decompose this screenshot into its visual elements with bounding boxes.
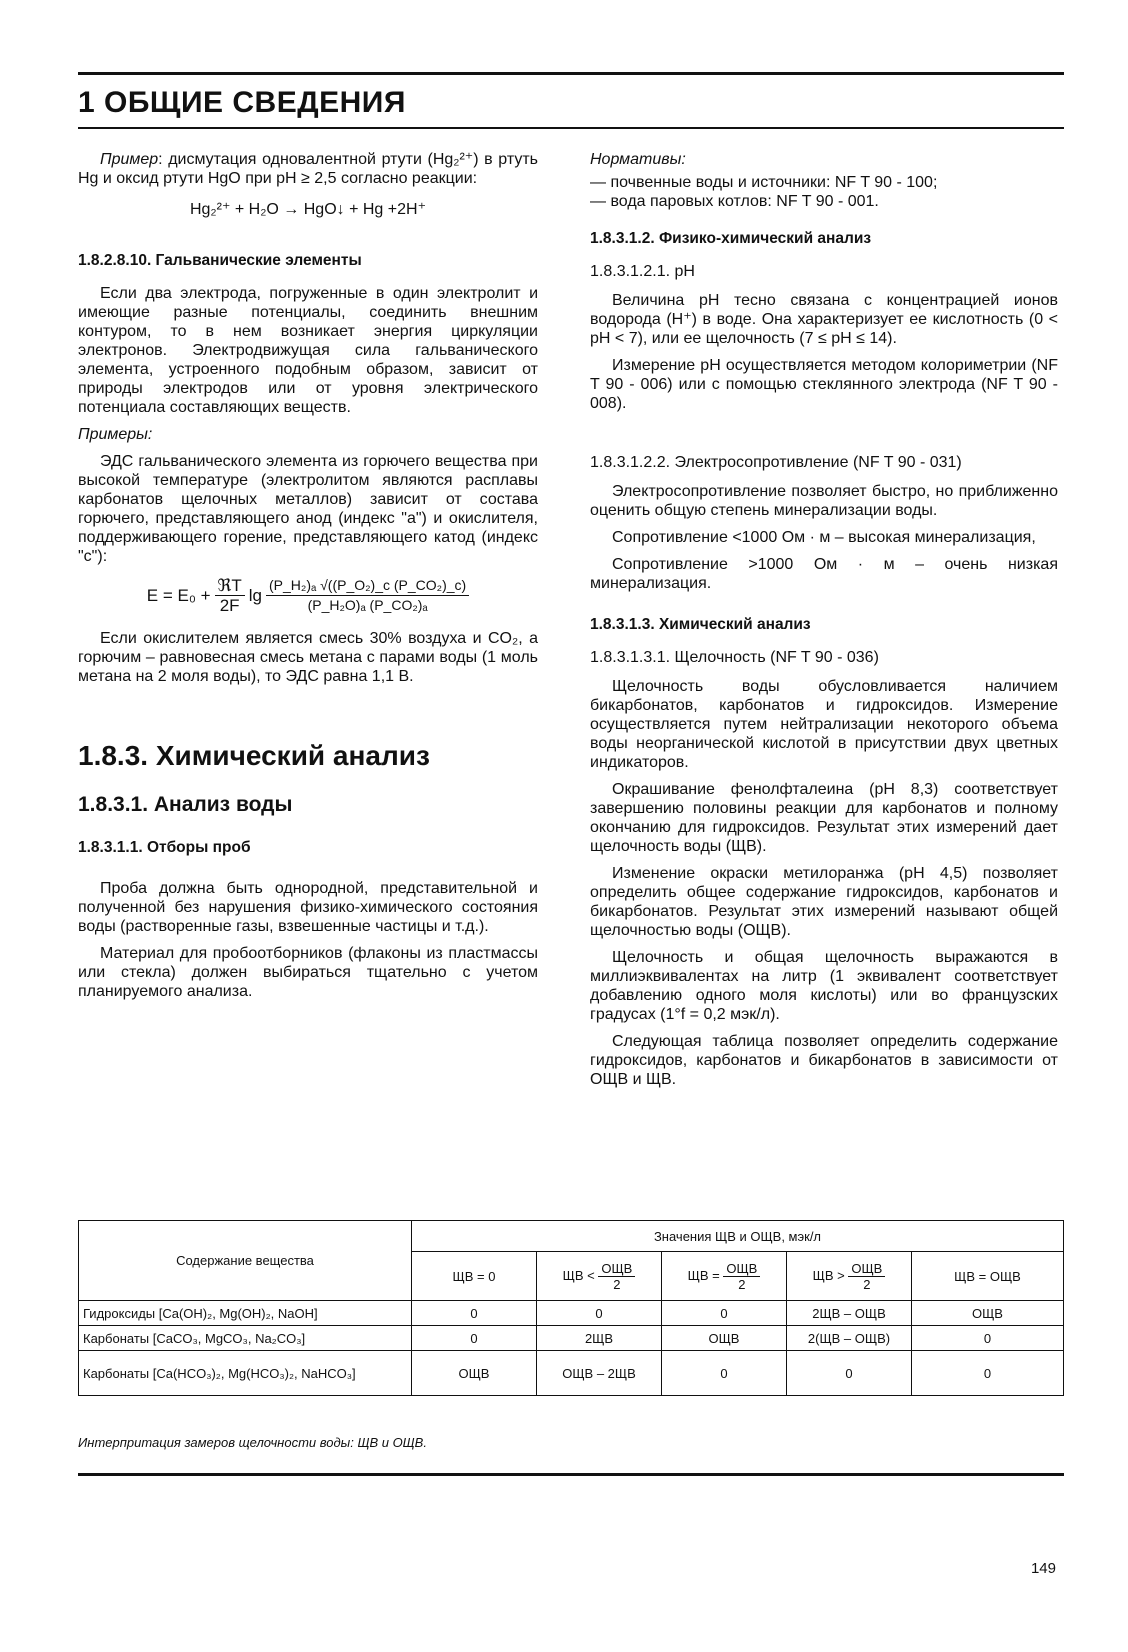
row-2-cell-3: 0 xyxy=(787,1351,912,1396)
row-0-label: Гидроксиды [Ca(OH)₂, Mg(OH)₂, NaOH] xyxy=(79,1301,412,1326)
examples-label: Примеры: xyxy=(78,426,153,443)
subheading-ph: 1.8.3.1.2.1. pH xyxy=(590,263,695,280)
examples-paragraph: ЭДС гальванического элемента из горючего вещества при высокой температуре (электролитом являются расплавы карбонатов щелочных металлов) зависит от состава горючего, представляющего анод (индекс "a") и окислителя, поддерживающего горение, представляющего катод (индекс "c"): xyxy=(78,453,538,565)
table-row xyxy=(79,1351,1064,1396)
cond-2-den: 2 xyxy=(738,1276,746,1292)
row-0-cell-1: 0 xyxy=(537,1301,662,1326)
row-0-cell-0: 0 xyxy=(412,1301,537,1326)
alkalinity-table xyxy=(78,1220,1064,1396)
example-text: : дисмутация одновалентной ртути (Hg₂²⁺) в ртуть Hg и оксид ртути HgO при pH ≥ 2,5 согласно реакции: xyxy=(78,151,538,187)
row-1-cell-4: 0 xyxy=(912,1326,1064,1351)
alkalinity-paragraph-5: Следующая таблица позволяет определить содержание гидроксидов, карбонатов и бикарбонатов в зависимости от ОЩВ и ЩВ. xyxy=(590,1033,1058,1088)
table-cond-4 xyxy=(912,1252,1064,1301)
eq-numerator: (P_H₂)ₐ √((P_O₂)_c (P_CO₂)_c) xyxy=(266,576,469,596)
row-2-cell-1: ОЩВ – 2ЩВ xyxy=(537,1351,662,1396)
table-cond-2 xyxy=(662,1252,787,1301)
row-1-cell-3: 2(ЩВ – ОЩВ) xyxy=(787,1326,912,1351)
alkalinity-paragraph-1: Щелочность воды обусловливается наличием бикарбонатов, карбонатов и гидроксидов. Измерение осуществляется путем нейтрализации некоторого объема воды неорганической кислотой в присутствии двух цветных индикаторов. xyxy=(590,678,1058,771)
cond-2-num: ОЩВ xyxy=(723,1261,760,1277)
chapter-rule xyxy=(78,127,1064,129)
cond-1-den: 2 xyxy=(613,1276,621,1292)
cond-2-frac xyxy=(723,1261,760,1292)
galvanic-paragraph-2: Если окислителем является смесь 30% воздуха и CO₂, а горючим – равновесная смесь метана с парами воды (1 моль метана на 2 моля воды), то ЭДС равна 1,1 В. xyxy=(78,630,538,685)
row-1-cell-1: 2ЩВ xyxy=(537,1326,662,1351)
cond-3-frac xyxy=(848,1261,885,1292)
cond-3-num: ОЩВ xyxy=(848,1261,885,1277)
top-rule xyxy=(78,72,1064,75)
resistance-paragraph-2: Сопротивление <1000 Ом · м – высокая минерализация, xyxy=(612,529,1036,546)
heading-1-8-3-1-1: 1.8.3.1.1. Отборы проб xyxy=(78,839,251,856)
eq-rt-over-2f xyxy=(215,576,245,615)
example-paragraph xyxy=(78,150,538,188)
cond-3-den: 2 xyxy=(863,1276,871,1292)
row-0-cell-4: ОЩВ xyxy=(912,1301,1064,1326)
cond-1-pre: ЩВ < xyxy=(562,1267,595,1283)
galvanic-paragraph: Если два электрода, погруженные в один электролит и имеющие разные потенциалы, соединить внешним контуром, то в нем возникает энергия циркуляции электронов. Электродвижущая сила гальванического элемента, устроенного подобным образом, зависит от природы электродов или от уровня электрического потенциала составляющих веществ. xyxy=(78,285,538,416)
heading-1-8-3-1-3: 1.8.3.1.3. Химический анализ xyxy=(590,616,811,633)
norm-item-2: — вода паровых котлов: NF T 90 - 001. xyxy=(590,193,879,210)
left-column xyxy=(78,150,538,1009)
row-2-cell-2: 0 xyxy=(662,1351,787,1396)
cond-0-pre: ЩВ = 0 xyxy=(452,1268,496,1284)
bottom-rule xyxy=(78,1473,1064,1476)
sampling-paragraph-1: Проба должна быть однородной, представительной и полученной без нарушения физико-химического состояния воды (растворенные газы, взвешенные частицы и т.д.). xyxy=(78,880,538,935)
resistance-paragraph-3: Сопротивление >1000 Ом · м – очень низкая минерализация. xyxy=(590,556,1058,592)
ph-paragraph-1: Величина pH тесно связана с концентрацией ионов водорода (H⁺) в воде. Она характеризует ее кислотность (0 < pH < 7), или ее щелочность (7 ≤ pH ≤ 14). xyxy=(590,292,1058,347)
ph-paragraph-2: Измерение pH осуществляется методом колориметрии (NF T 90 - 006) или с помощью стеклянного электрода (NF T 90 - 008). xyxy=(590,357,1058,412)
alkalinity-paragraph-2: Окрашивание фенолфталеина (pH 8,3) соответствует завершению половины реакции для карбонатов и полному окончанию для гидроксидов. Результат этих измерений дает щелочность воды (ЩВ). xyxy=(590,781,1058,855)
subheading-alkalinity: 1.8.3.1.3.1. Щелочность (NF T 90 - 036) xyxy=(590,649,879,666)
heading-galvanic: 1.8.2.8.10. Гальванические элементы xyxy=(78,252,362,269)
cond-2-pre: ЩВ = xyxy=(687,1267,720,1283)
eq-lg: lg xyxy=(248,586,262,605)
resistance-paragraph-1: Электросопротивление позволяет быстро, но приближенно оценить общую степень минерализации воды. xyxy=(590,483,1058,519)
eq-rt: ℜT xyxy=(215,576,245,596)
chapter-title: 1 ОБЩИЕ СВЕДЕНИЯ xyxy=(78,86,406,119)
norms-label: Нормативы: xyxy=(590,151,686,168)
table-header-row-1 xyxy=(79,1221,1064,1252)
table-cond-1 xyxy=(537,1252,662,1301)
sampling-paragraph-2: Материал для пробоотборников (флаконы из пластмассы или стекла) должен выбираться тщательно с учетом планируемого анализа. xyxy=(78,945,538,1000)
eq-lhs: E = E₀ + xyxy=(146,586,211,605)
subheading-resistance: 1.8.3.1.2.2. Электросопротивление (NF T 90 - 031) xyxy=(590,454,962,471)
alkalinity-paragraph-3: Изменение окраски метилоранжа (pH 4,5) позволяет определить общее содержание гидроксидов, карбонатов и бикарбонатов. Результат этих измерений называют общей щелочностью воды (ОЩВ). xyxy=(590,865,1058,939)
row-2-cell-0: ОЩВ xyxy=(412,1351,537,1396)
row-0-cell-3: 2ЩВ – ОЩВ xyxy=(787,1301,912,1326)
page-number: 149 xyxy=(1030,1560,1056,1577)
heading-1-8-3-1: 1.8.3.1. Анализ воды xyxy=(78,793,293,816)
eq-pressure-fraction xyxy=(266,576,469,615)
cond-3-pre: ЩВ > xyxy=(812,1267,845,1283)
heading-1-8-3-1-2: 1.8.3.1.2. Физико-химический анализ xyxy=(590,230,872,247)
right-column xyxy=(590,150,1058,1097)
table-row xyxy=(79,1326,1064,1351)
cond-1-frac xyxy=(598,1261,635,1292)
cond-1-num: ОЩВ xyxy=(598,1261,635,1277)
table-cond-3 xyxy=(787,1252,912,1301)
heading-1-8-3: 1.8.3. Химический анализ xyxy=(78,740,430,771)
row-1-label: Карбонаты [CaCO₃, MgCO₃, Na₂CO₃] xyxy=(79,1326,412,1351)
table-group-header: Значения ЩВ и ОЩВ, мэк/л xyxy=(412,1221,1064,1252)
table-row xyxy=(79,1301,1064,1326)
norm-item-1: — почвенные воды и источники: NF T 90 - 100; xyxy=(590,174,938,191)
table-caption: Интерпритация замеров щелочности воды: ЩВ и ОЩВ. xyxy=(78,1435,427,1450)
example-label: Пример xyxy=(100,151,159,168)
alkalinity-paragraph-4: Щелочность и общая щелочность выражаются в миллиэквивалентах на литр (1 эквивалент соответствует добавлению одного моля кислоты) или во французских градусах (1°f = 0,2 мэк/л). xyxy=(590,949,1058,1023)
table-col0-header: Содержание вещества xyxy=(79,1221,412,1301)
reaction-equation: Hg₂²⁺ + H₂O → HgO↓ + Hg +2H⁺ xyxy=(189,201,427,218)
table-cond-0 xyxy=(412,1252,537,1301)
eq-denominator: (P_H₂O)ₐ (P_CO₂)ₐ xyxy=(307,597,428,613)
row-1-cell-0: 0 xyxy=(412,1326,537,1351)
row-2-label: Карбонаты [Ca(HCO₃)₂, Mg(HCO₃)₂, NaHCO₃] xyxy=(79,1351,412,1396)
row-2-cell-4: 0 xyxy=(912,1351,1064,1396)
row-1-cell-2: ОЩВ xyxy=(662,1326,787,1351)
row-0-cell-2: 0 xyxy=(662,1301,787,1326)
eq-2f: 2F xyxy=(219,596,240,615)
nernst-equation xyxy=(78,576,538,615)
cond-4-pre: ЩВ = ОЩВ xyxy=(954,1268,1021,1284)
